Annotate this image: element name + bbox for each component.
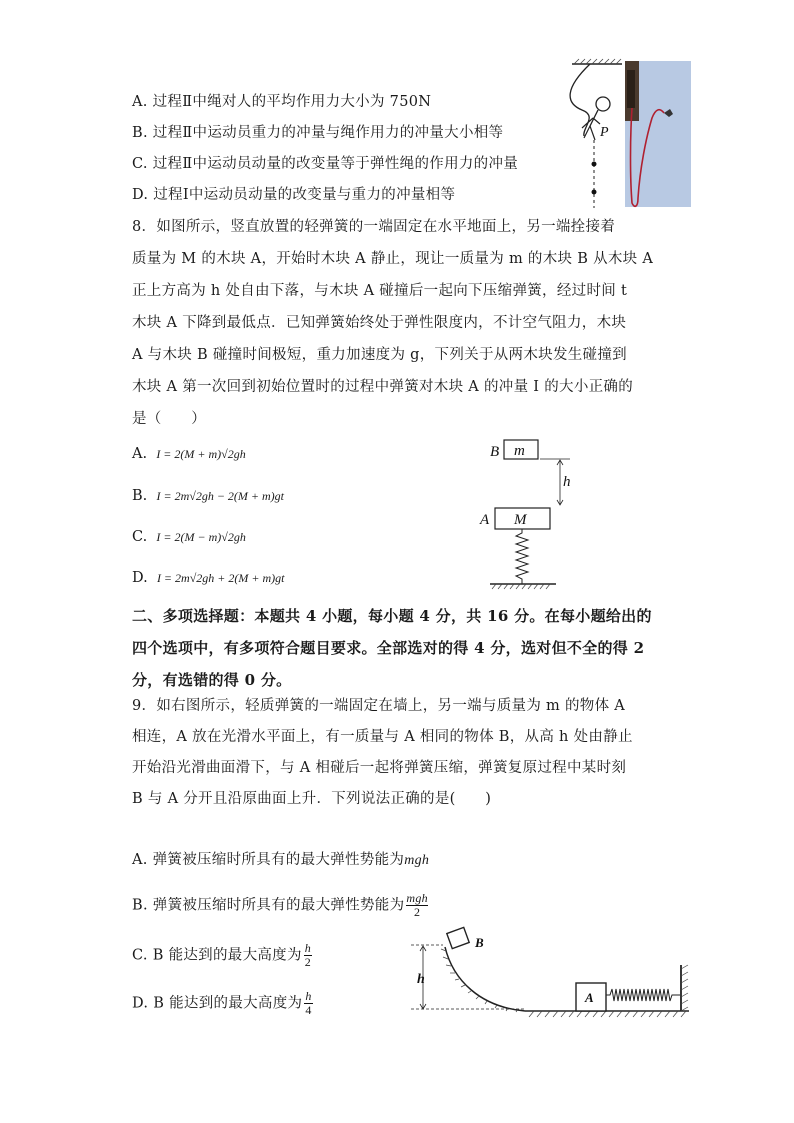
section2-heading-line-3: 分，有选错的得 0 分。 [132, 671, 292, 689]
q8-label-M: M [514, 512, 527, 528]
q8-option-c: C. I = 2(M − m)√2gh [132, 529, 246, 545]
q9-option-a: A. 弹簧被压缩时所具有的最大弹性势能为mgh [132, 852, 430, 868]
q9-label-h: h [417, 972, 425, 987]
q8-figure-spring-blocks [478, 436, 608, 592]
q8-option-a: A. I = 2(M + m)√2gh [132, 446, 246, 462]
q7-option-d: D. 过程Ⅰ中运动员动量的改变量与重力的冲量相等 [132, 187, 456, 203]
q8-spring [516, 529, 528, 584]
q9-label-A: A [585, 990, 594, 1005]
q7-figure-bungee [560, 58, 695, 210]
q8-label-m: m [514, 443, 525, 459]
q8-stem-line-2: 质量为 M 的木块 A，开始时木块 A 静止，现让一质量为 m 的木块 B 从木块 A [132, 251, 654, 267]
q8-option-d: D. I = 2m√2gh + 2(M + m)gt [132, 570, 285, 586]
q9-option-d: D. B 能达到的最大高度为 $\frac{h}{4}$ [132, 989, 312, 1017]
q9-curved-slope [445, 947, 525, 1011]
q9-figure-slope-spring [405, 925, 695, 1025]
q8-label-h: h [563, 474, 571, 490]
q7-option-a: A. 过程Ⅱ中绳对人的平均作用力大小为 750N [132, 94, 432, 110]
q8-stem-line-7: 是（ ） [132, 411, 206, 427]
q8-stem-line-6: 木块 A 第一次回到初始位置时的过程中弹簧对木块 A 的冲量 I 的大小正确的 [132, 379, 634, 395]
q9-option-c: C. B 能达到的最大高度为 $\frac{h}{2}$ [132, 941, 312, 969]
q8-label-B: B [490, 444, 500, 460]
section2-heading-line-2: 四个选项中，有多项符合题目要求。全部选对的得 4 分，选对但不全的得 2 [132, 639, 645, 657]
q9-block-B [447, 927, 469, 948]
q8-stem-line-5: A 与木块 B 碰撞时间极短，重力加速度为 g，下列关于从两木块发生碰撞到 [132, 347, 627, 363]
q9-option-b: B. 弹簧被压缩时所具有的最大弹性势能为 mgh 2 [132, 891, 428, 919]
q8-stem-line-1: 8．如图所示，竖直放置的轻弹簧的一端固定在水平地面上，另一端拴接着 [132, 219, 616, 235]
q9-label-B: B [475, 935, 484, 950]
q8-stem-line-3: 正上方高为 h 处自由下落，与木块 A 碰撞后一起向下压缩弹簧，经过时间 t [132, 283, 628, 299]
q7-point-label: P [600, 125, 609, 140]
q9-stem-line-1: 9．如右图所示，轻质弹簧的一端固定在墙上，另一端与质量为 m 的物体 A [132, 698, 626, 714]
q9-spring [606, 989, 680, 1001]
q9-stem-line-4: B 与 A 分开且沿原曲面上升．下列说法正确的是( ) [132, 791, 492, 807]
q9-stem-line-3: 开始沿光滑曲面滑下，与 A 相碰后一起将弹簧压缩，弹簧复原过程中某时刻 [132, 760, 627, 776]
q7-option-b: B. 过程Ⅱ中运动员重力的冲量与绳作用力的冲量大小相等 [132, 125, 504, 141]
section2-heading-line-1: 二、多项选择题：本题共 4 小题，每小题 4 分，共 16 分。在每小题给出的 [132, 607, 652, 625]
q8-stem-line-4: 木块 A 下降到最低点．已知弹簧始终处于弹性限度内，不计空气阻力，木块 [132, 315, 627, 331]
q9-stem-line-2: 相连，A 放在光滑水平面上，有一质量与 A 相同的物体 B，从高 h 处由静止 [132, 729, 633, 745]
q8-option-b: B. I = 2m√2gh − 2(M + m)gt [132, 488, 285, 504]
q8-label-A: A [480, 512, 490, 528]
q7-option-c: C. 过程Ⅱ中运动员动量的改变量等于弹性绳的作用力的冲量 [132, 156, 519, 172]
